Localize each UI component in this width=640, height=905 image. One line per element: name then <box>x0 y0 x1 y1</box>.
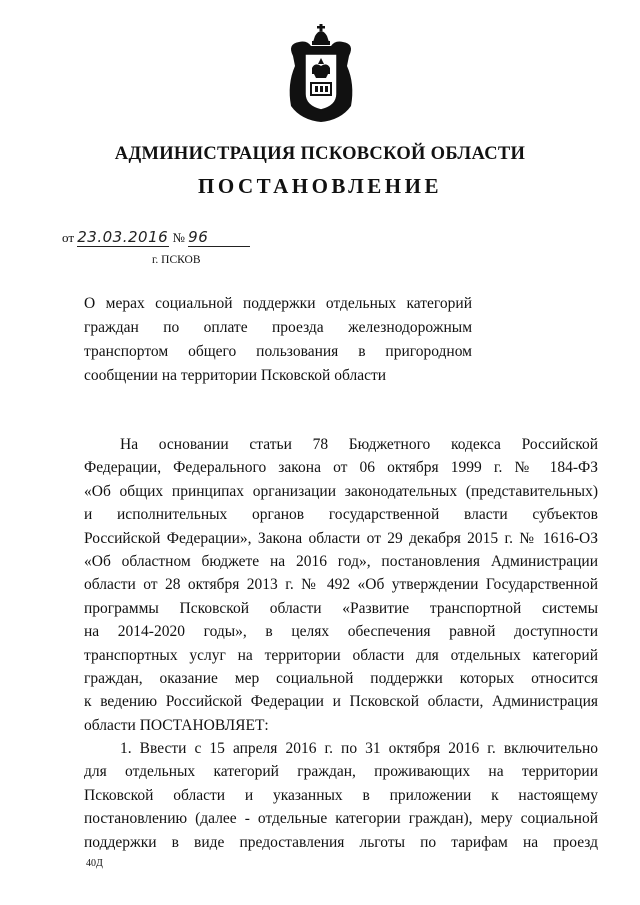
number-prefix: № <box>172 230 185 245</box>
subject-line: транспортом общего пользования в пригородном <box>84 343 472 360</box>
city-label: г. ПСКОВ <box>152 254 201 266</box>
body-line: к ведению Российской Федерации и Псковской области, Администрация <box>84 693 598 711</box>
subject-line: граждан по оплате проезда железнодорожным <box>84 319 472 336</box>
pskov-coat-of-arms-icon <box>285 22 357 124</box>
organization-title: АДМИНИСТРАЦИЯ ПСКОВСКОЙ ОБЛАСТИ <box>114 144 526 164</box>
subject-line: сообщении на территории Псковской области <box>84 367 387 384</box>
body-line: на 2014-2020 годы», в целях обеспечения равной доступности <box>84 623 598 641</box>
body-line: «Об областном бюджете на 2016 год», постановления Администрации <box>84 552 598 570</box>
document-subject <box>84 292 472 388</box>
body-line: транспортных услуг на территории области для отдельных категорий <box>84 646 598 664</box>
number-value: 96 <box>188 228 250 247</box>
footer-code: 40Д <box>86 858 103 869</box>
body-line: «Об общих принципах организации законодательных (представительных) <box>84 482 598 500</box>
body-line: для отдельных категорий граждан, проживающих на территории <box>84 763 598 781</box>
body-line: Российской Федерации», Закона области от 29 декабря 2015 г. № 1616-ОЗ <box>84 529 598 547</box>
body-line: 1. Ввести с 15 апреля 2016 г. по 31 октября 2016 г. включительно <box>120 740 598 758</box>
date-prefix: от <box>62 230 75 245</box>
body-line: постановлению (далее - отдельные категории граждан), меру социальной <box>84 810 598 828</box>
body-line: поддержки в виде предоставления льготы по тарифам на проезд <box>84 833 598 851</box>
document-body <box>84 433 598 854</box>
body-line: граждан, оказание мер социальной поддержки которых относится <box>84 669 598 687</box>
body-line: На основании статьи 78 Бюджетного кодекса Российской <box>120 436 598 453</box>
body-line: Псковской области и указанных в приложении к настоящему <box>84 786 598 804</box>
date-value: 23.03.2016 <box>77 228 169 246</box>
document-type: ПОСТАНОВЛЕНИЕ <box>198 174 442 198</box>
date-number-line <box>62 228 250 247</box>
body-line: области ПОСТАНОВЛЯЕТ: <box>84 716 269 734</box>
body-line: Федерации, Федерального закона от 06 октября 1999 г. № 184-ФЗ <box>84 459 598 477</box>
body-line: области от 28 октября 2013 г. № 492 «Об утверждении Государственной <box>84 576 598 594</box>
body-line: и исполнительных органов государственной власти субъектов <box>84 506 598 524</box>
subject-line: О мерах социальной поддержки отдельных категорий <box>84 295 472 312</box>
body-line: программы Псковской области «Развитие транспортной системы <box>84 599 598 617</box>
